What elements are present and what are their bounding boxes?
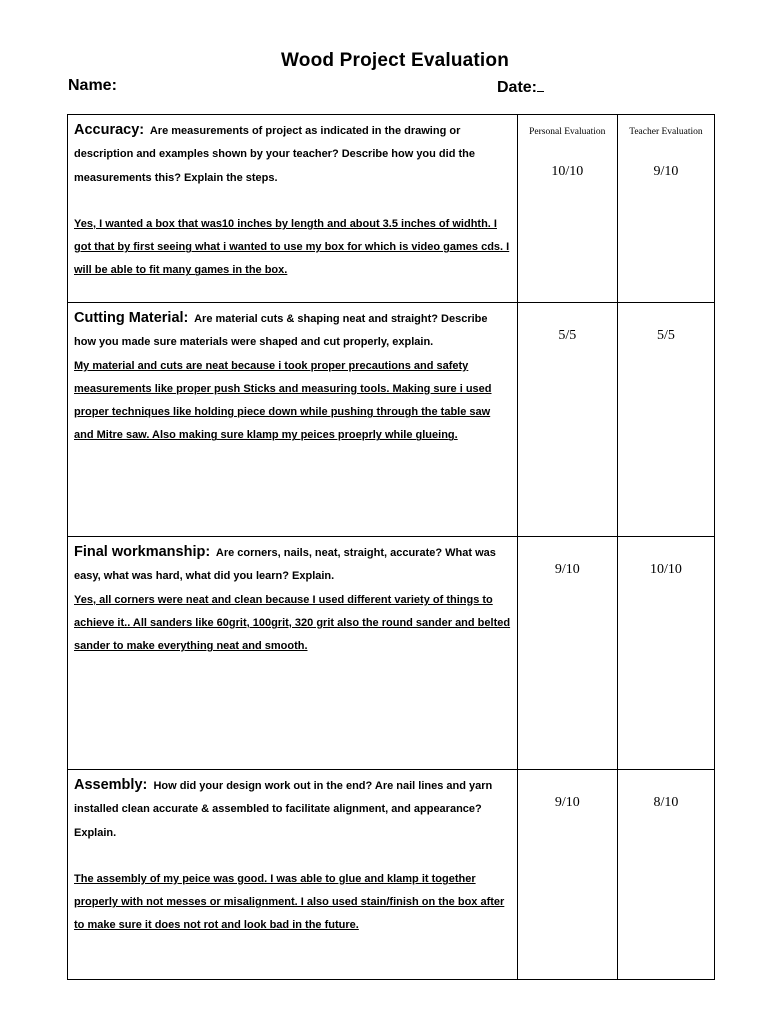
teacher-evaluation-cell xyxy=(617,303,714,537)
teacher-score: 8/10 xyxy=(653,795,679,810)
teacher-evaluation-cell xyxy=(617,115,714,303)
criterion-cell xyxy=(68,115,518,303)
personal-evaluation-cell xyxy=(517,537,617,770)
student-answer: Yes, all corners were neat and clean because I used different variety of things to achieve it.. All sanders like 60grit, 100grit, 320 grit also the round sander and belted sander to make everything neat and smooth. xyxy=(74,593,511,653)
personal-score: 9/10 xyxy=(554,795,580,810)
teacher-score: 10/10 xyxy=(649,562,682,577)
personal-evaluation-cell xyxy=(517,303,617,537)
teacher-evaluation-cell xyxy=(617,770,714,980)
personal-evaluation-header: Personal Evaluation xyxy=(529,127,606,137)
criterion-title: Assembly: xyxy=(74,777,148,793)
table-row xyxy=(68,537,715,770)
personal-evaluation-cell xyxy=(517,770,617,980)
personal-score: 10/10 xyxy=(551,164,584,179)
criterion-title: Accuracy: xyxy=(74,122,145,138)
student-answer: The assembly of my peice was good. I was able to glue and klamp it together properly with not messes or misalignment. I also used stain/finish on the box after to make sure it does not rot and look bad in the future. xyxy=(74,872,505,932)
criterion-cell xyxy=(68,537,518,770)
spacer xyxy=(74,845,511,868)
teacher-evaluation-header: Teacher Evaluation xyxy=(629,127,703,137)
teacher-score: 9/10 xyxy=(653,164,679,179)
criterion-question: Are corners, nails, neat, straight, accurate? What was easy, what was hard, what did you learn? Explain. xyxy=(74,547,496,583)
name-label: Name: xyxy=(68,77,117,94)
criterion-question: Are material cuts & shaping neat and straight? Describe how you made sure materials were shaped and cut properly, explain. xyxy=(74,313,488,349)
evaluation-table xyxy=(67,114,715,980)
criterion-question: How did your design work out in the end? Are nail lines and yarn installed clean accurate & assembled to facilitate alignment, and appearance? Explain. xyxy=(74,780,493,839)
date-blank-line xyxy=(537,77,544,92)
criterion-cell xyxy=(68,770,518,980)
table-row xyxy=(68,303,715,537)
date-label: Date: xyxy=(497,79,538,96)
personal-score: 5/5 xyxy=(558,328,577,343)
student-answer: Yes, I wanted a box that was10 inches by length and about 3.5 inches of widhth. I got that by first seeing what i wanted to use my box for which is video games cds. I will be able to fit many games in the box. xyxy=(74,217,510,277)
personal-evaluation-cell xyxy=(517,115,617,303)
personal-score: 9/10 xyxy=(554,562,580,577)
teacher-score: 5/5 xyxy=(656,328,675,343)
table-row xyxy=(68,115,715,303)
table-row xyxy=(68,770,715,980)
spacer xyxy=(74,190,511,213)
teacher-evaluation-cell xyxy=(617,537,714,770)
criterion-title: Final workmanship: xyxy=(74,544,211,560)
criterion-title: Cutting Material: xyxy=(74,310,189,326)
student-answer: My material and cuts are neat because i took proper precautions and safety measurements like proper push Sticks and measuring tools. Making sure i used proper techniques like holding piece down while pushing through the table saw and Mitre saw. Also making sure klamp my peices proeprly while glueing. xyxy=(74,359,492,442)
document-title: Wood Project Evaluation xyxy=(280,50,510,71)
date-field xyxy=(497,77,544,97)
criterion-cell xyxy=(68,303,518,537)
criterion-question: Are measurements of project as indicated in the drawing or description and examples shown by your teacher? Describe how you did the measurements this? Explain the steps. xyxy=(74,125,475,184)
